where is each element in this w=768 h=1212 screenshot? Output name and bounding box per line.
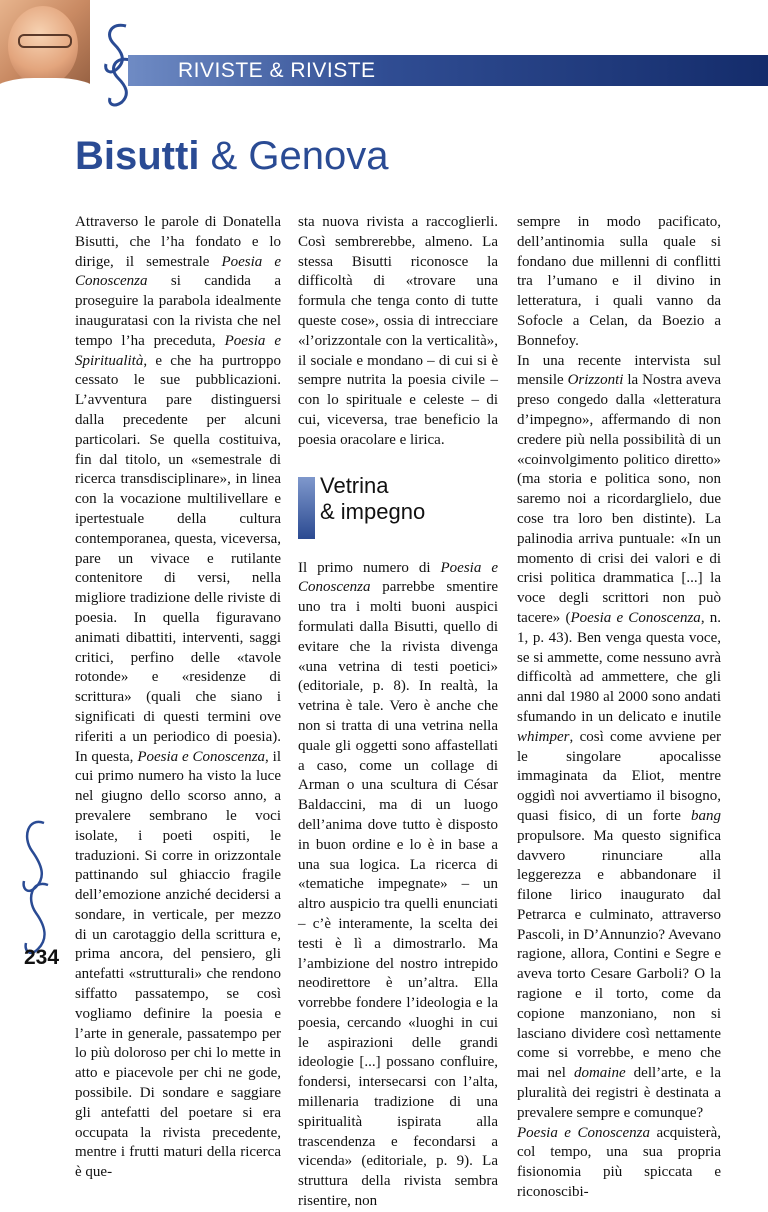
- title-bold: Bisutti: [75, 134, 200, 178]
- paragraph: In una recente intervista sul mensile Orizzonti la Nostra aveva preso congedo dalla «letteratura d’impegno», affermando di non credere più nella possibilità di un «coinvolgimento politico diretto» (ma storia e politica sono, non saremo noi a ricordarglielo, due cose tra loro ben distinte). La palinodia arriva puntuale: «In un momento di crisi dei valori e di crisi politica drammatica [...] la voce degli scrittori non può tacere» (Poesia e Conoscenza, n. 1, p. 43). Ben venga questa voce, se si ammette, come nessuno avrà difficoltà ad ammettere, che gli anni dal 1980 al 2000 sono andati sfumando in un delicato e inutile whimper, così come avviene per le singolare apocalisse immaginata da Eliot, mentre oggidì noi avvertiamo il bisogno, quasi fisico, di un forte bang propulsore. Ma questo significa davvero rinunciare alla leggerezza e abbandonare il filone lirico inaugurato dal Petrarca e culminato, attraverso Pascoli, in D’Annunzio? Avevano ragione, allora, Contini e Segre e aveva torto Cesare Garboli? O la ragione e il torto, come da copione manzoniano, non si lasciano dividere così nettamente come si vorrebbe, e meno che mai nel domaine dell’arte, e la pluralità dei registri è destinata a prevalere sempre e comunque?: [517, 352, 721, 1121]
- column-1: [75, 213, 281, 1183]
- article-title: [75, 132, 388, 180]
- page-number: 234: [24, 946, 60, 969]
- paragraph: sta nuova rivista a raccoglierli. Così sembrerebbe, almeno. La stessa Bisutti riconosce la difficoltà di «trovare una formula che tenga conto di tutte queste cose», ossia di intrecciare «l’orizzontale con la verticalità», il sociale e mondano – di cui si è sempre nutrita la poesia civile – con lo spirituale e celeste – di cui, viceversa, trae beneficio la poesia oracolare e lirica.: [298, 214, 498, 448]
- subsection-heading: [298, 473, 498, 559]
- ss-monogram-side-icon: [20, 815, 52, 965]
- paragraph: sempre in modo pacificato, dell’antinomia sulla quale si fondano due millenni di conflitti tra l’umano e il divino in letteratura, i quali vanno da Sofocle a Celan, da Boezio a Bonnefoy.: [517, 214, 721, 349]
- column-2: [298, 213, 498, 1212]
- paragraph: Poesia e Conoscenza acquisterà, col tempo, una sua propria fisionomia più spiccata e riconoscibi-: [517, 1124, 721, 1201]
- title-rest: & Genova: [210, 134, 389, 178]
- author-photo: [0, 0, 90, 102]
- section-label: RIVISTE & RIVISTE: [178, 59, 376, 82]
- paragraph: Il primo numero di Poesia e Conoscenza parrebbe smentire uno tra i molti buoni auspici formulati dalla Bisutti, quello di evitare che la rivista divenga «una vetrina di testi poetici» (editoriale, p. 8). In realtà, la vetrina è tale. Vero è anche che non si tratta di una vetrina nella quale gli oggetti sono affastellati a caso, come un collage di Arman o una scultura di César Baldaccini, ma di un luogo dell’anima dove tutto è disposto in buon ordine e lo è in base a una sua logica. La ricerca di «tematiche impegnate» – un altro auspicio tra quelli enunciati – c’è interamente, la scelta dei testi è lì a dimostrarlo. Ma l’ambizione del nostro intrepido neodirettore è un’altra. Ella vorrebbe fondere l’ideologia e la poesia, cercando «luoghi in cui le aspirazioni delle grandi ideologie [...] possano confluire, fondersi, intersecarsi con l’alta, millenaria tradizione di una spiritualità ispirata alla trascendenza e fecondarsi a vicenda» (editoriale, p. 9). La struttura della rivista sembra risentire, non: [298, 559, 499, 1210]
- column-3: [517, 213, 721, 1203]
- heading-marker: [298, 477, 315, 539]
- paragraph: Attraverso le parole di Donatella Bisutti, che l’ha fondato e lo dirige, il semestrale Poesia e Conoscenza si candida a proseguire la parabola idealmente inauguratasi con la rivista che nel tempo l’ha preceduta, Poesia e Spiritualità, e che ha purtroppo cessato le sue pubblicazioni. L’avventura pare distinguersi dalla precedente per alcuni particolari. Se quella costituiva, fin dal titolo, un «semestrale di ricerca transdisciplinare», in linea con la vocazione multilivellare e ipertestuale della cultura contemporanea, questa, viceversa, pare un vivace e rutilante contenitore di versi, nella migliore tradizione delle riviste di poesia. In quella figuravano animati dibattiti, interventi, saggi critici, perfino delle «tavole rotonde» e «residenze di scrittura» (quali che siano i significati di questi termini ove riferiti a un periodico di poesia). In questa, Poesia e Conoscenza, il cui primo numero ha visto la luce nel giugno dello scorso anno, a prevalere sembrano le voci isolate, i poeti ospiti, le traduzioni. Si corre in orizzontale pattinando sul ghiaccio fragile dell’emozione anziché decidersi a sondare, in verticale, per mezzo di un carotaggio della scrittura e, prima ancora, del pensiero, gli antefatti «strutturali» che rendono siffatto passatempo, se così vogliamo definire la poesia e l’arte in generale, passatempo per lo più doloroso per chi lo mette in atto e piacevole per chi ne gode, possibile. Di sondare e saggiare gli antefatti del poetare si era occupata la rivista precedente, mentre i frutti maturi della ricerca è que-: [75, 214, 282, 1181]
- heading-line-2: & impegno: [320, 498, 426, 524]
- heading-line-1: Vetrina: [320, 472, 389, 498]
